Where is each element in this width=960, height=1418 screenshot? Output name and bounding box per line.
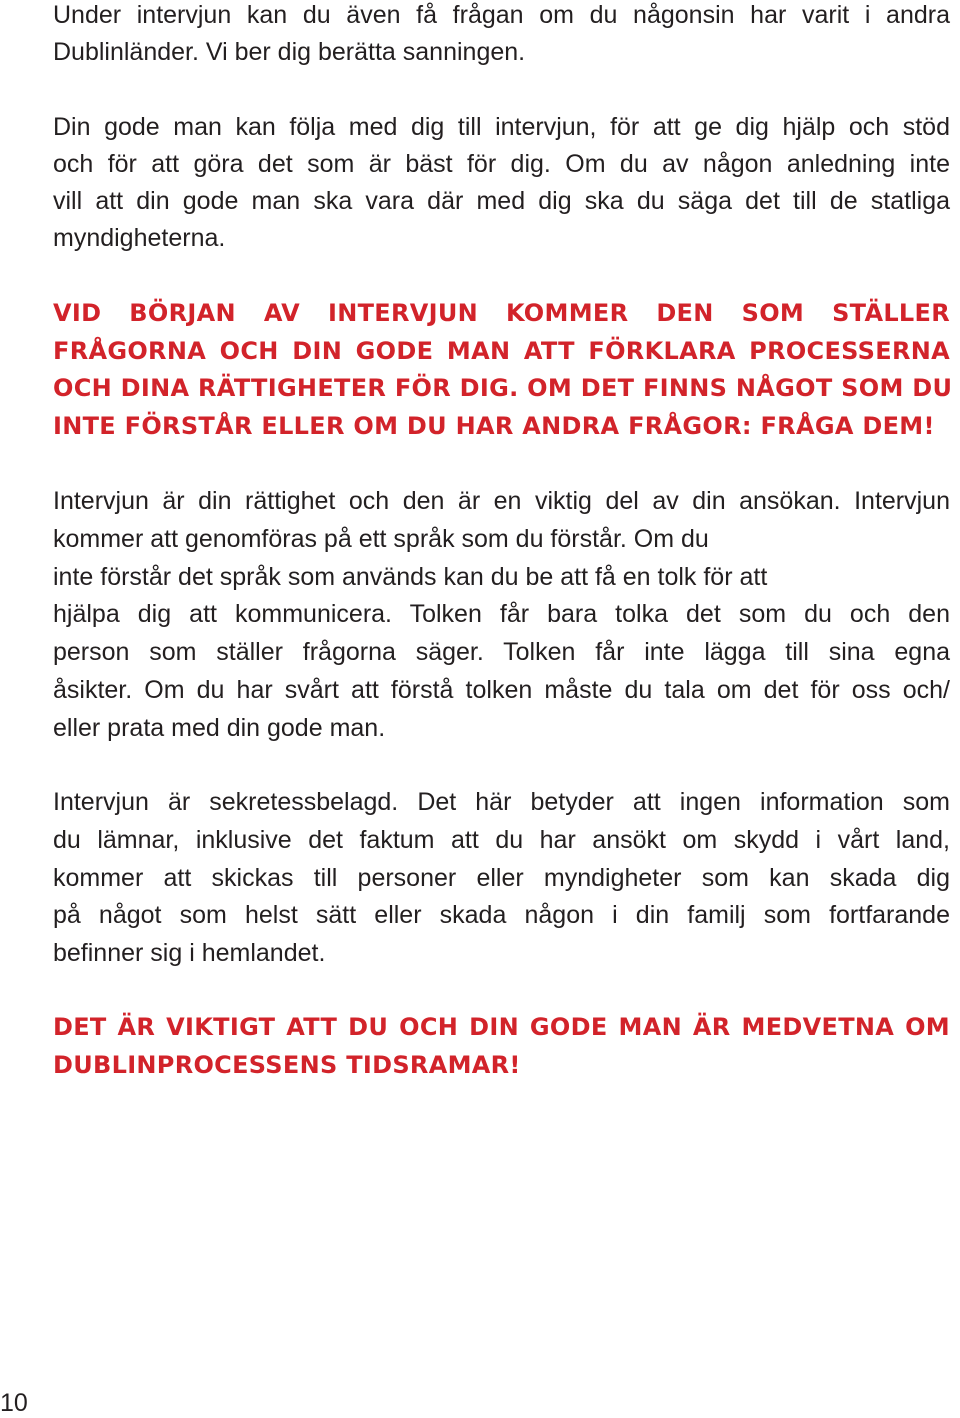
notice-1-line-2: FRÅGORNA OCH DIN GODE MAN ATT FÖRKLARA PROCESSERNA	[53, 337, 950, 365]
page-number: 10	[0, 1389, 28, 1417]
notice-1-line-3: OCH DINA RÄTTIGHETER FÖR DIG. OM DET FINNS NÅGOT SOM DU	[53, 374, 953, 402]
notice-1-line-4: INTE FÖRSTÅR ELLER OM DU HAR ANDRA FRÅGOR: FRÅGA DEM!	[53, 412, 935, 440]
paragraph-3-line-3: inte förstår det språk som används kan du be att få en tolk för att	[53, 563, 768, 591]
paragraph-2-line-3: vill att din gode man ska vara där med dig ska du säga det till de statliga	[53, 187, 950, 215]
paragraph-4-line-5: befinner sig i hemlandet.	[53, 939, 326, 967]
paragraph-3-line-7: eller prata med din gode man.	[53, 714, 386, 742]
paragraph-1-line-2: Dublinländer. Vi ber dig berätta sanningen.	[53, 38, 526, 66]
notice-2-line-2: DUBLINPROCESSENS TIDSRAMAR!	[53, 1051, 521, 1079]
paragraph-3-line-5: person som ställer frågorna säger. Tolken får inte lägga till sina egna	[53, 638, 950, 666]
notice-2-line-1: DET ÄR VIKTIGT ATT DU OCH DIN GODE MAN ÄR MEDVETNA OM	[53, 1013, 950, 1041]
paragraph-3-line-2: kommer att genomföras på ett språk som du förstår. Om du	[53, 525, 709, 553]
paragraph-3-line-1: Intervjun är din rättighet och den är en viktig del av din ansökan. Intervjun	[53, 487, 950, 515]
paragraph-3-line-4: hjälpa dig att kommunicera. Tolken får bara tolka det som du och den	[53, 600, 950, 628]
notice-1-line-1: VID BÖRJAN AV INTERVJUN KOMMER DEN SOM STÄLLER	[53, 299, 950, 327]
paragraph-3-line-6: åsikter. Om du har svårt att förstå tolken måste du tala om det för oss och/	[53, 676, 950, 704]
paragraph-4-line-1: Intervjun är sekretessbelagd. Det här betyder att ingen information som	[53, 788, 950, 816]
paragraph-4-line-2: du lämnar, inklusive det faktum att du har ansökt om skydd i vårt land,	[53, 826, 950, 854]
paragraph-1-line-1: Under intervjun kan du även få frågan om du någonsin har varit i andra	[53, 1, 950, 29]
paragraph-2-line-2: och för att göra det som är bäst för dig. Om du av någon anledning inte	[53, 150, 950, 178]
paragraph-2-line-4: myndigheterna.	[53, 224, 226, 252]
paragraph-4-line-4: på något som helst sätt eller skada någon i din familj som fortfarande	[53, 901, 950, 929]
paragraph-2-line-1: Din gode man kan följa med dig till intervjun, för att ge dig hjälp och stöd	[53, 113, 950, 141]
paragraph-4-line-3: kommer att skickas till personer eller myndigheter som kan skada dig	[53, 864, 950, 892]
